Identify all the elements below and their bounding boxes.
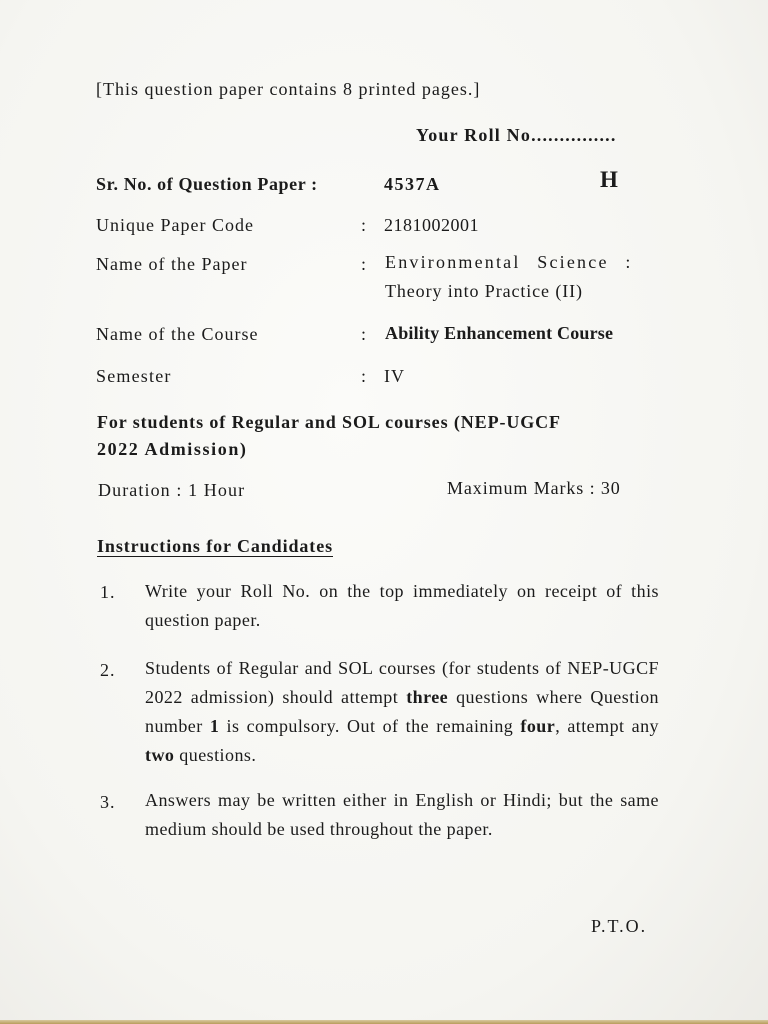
instruction-text: questions where Question number (145, 687, 659, 736)
instruction-number: 2. (100, 660, 116, 680)
please-turn-over: P.T.O. (591, 916, 648, 936)
unique-paper-code-value: 2181002001 (384, 215, 479, 235)
set-code: H (600, 167, 618, 192)
colon: : (361, 215, 367, 235)
instruction-text: is compulsory. Out of the remaining (219, 716, 521, 736)
roll-number-field: Your Roll No............... (416, 125, 617, 145)
instruction-text: , attempt any (555, 716, 659, 736)
instruction-number: 3. (100, 792, 116, 812)
duration: Duration : 1 Hour (98, 480, 246, 500)
course-name-value: Ability Enhancement Course (385, 323, 614, 343)
instruction-text: questions. (174, 745, 257, 765)
emphasis-three: three (406, 687, 449, 707)
instruction-item: Write your Roll No. on the top immediately on receipt of this question paper. (145, 581, 659, 630)
instruction-text: Students of Regular and SOL courses (for students of NEP-UGCF 2022 admission) should attempt (145, 658, 659, 707)
unique-paper-code-label: Unique Paper Code (96, 215, 254, 235)
paper-name-value-line2: Theory into Practice (II) (385, 281, 583, 301)
semester-value: IV (384, 366, 405, 386)
emphasis-question-one: 1 (209, 716, 220, 736)
colon: : (361, 254, 367, 274)
colon: : (361, 366, 367, 386)
instructions-heading: Instructions for Candidates (97, 536, 333, 556)
paper-name-value-line1: Environmental Science : (385, 252, 633, 272)
page-edge (0, 1020, 768, 1024)
emphasis-four: four (520, 716, 556, 736)
instruction-item (145, 654, 659, 770)
maximum-marks: Maximum Marks : 30 (447, 478, 621, 498)
students-note-line2: 2022 Admission) (97, 439, 248, 459)
colon: : (361, 324, 367, 344)
students-note-line1: For students of Regular and SOL courses (NEP-UGCF (97, 412, 561, 432)
emphasis-two: two (145, 745, 175, 765)
sr-no-value: 4537A (384, 174, 441, 194)
semester-label: Semester (96, 366, 172, 386)
pages-note: [This question paper contains 8 printed pages.] (96, 79, 481, 99)
instruction-number: 1. (100, 582, 116, 602)
course-name-label: Name of the Course (96, 324, 259, 344)
paper-name-label: Name of the Paper (96, 254, 248, 274)
instruction-item: Answers may be written either in English or Hindi; but the same medium should be used throughout the paper. (145, 790, 659, 839)
sr-no-label: Sr. No. of Question Paper : (96, 174, 318, 194)
